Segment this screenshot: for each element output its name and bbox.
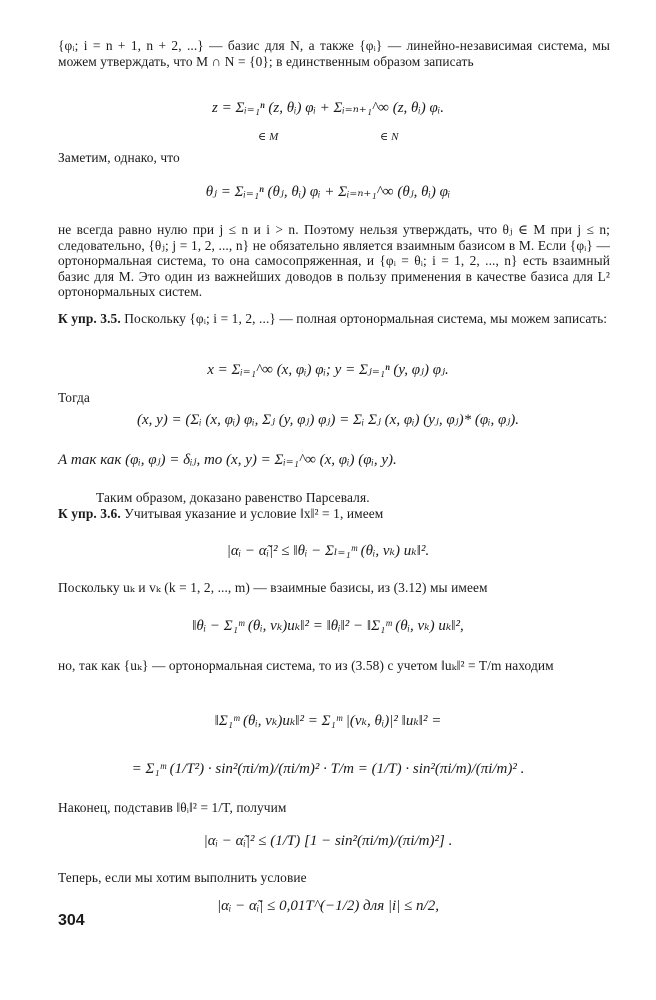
paragraph-orthonormal: но, так как {uₖ} — ортонормальная система, то из (3.58) с учетом ‖uₖ‖² = T/m находим bbox=[58, 658, 554, 673]
paragraph-ex-3-6 bbox=[58, 506, 610, 522]
equation-inner-product: (x, y) = (Σᵢ (x, φᵢ) φᵢ, Σⱼ (y, φⱼ) φⱼ) = Σᵢ Σⱼ (x, φᵢ) (yⱼ, φⱼ)* (φᵢ, φⱼ). bbox=[136, 412, 520, 428]
equation-sum-norm: ‖Σ₁ᵐ (θᵢ, vₖ)uₖ‖² = Σ₁ᵐ |(vₖ, θᵢ)|² ‖uₖ‖² = bbox=[214, 713, 442, 729]
equation-theta-j: θⱼ = Σᵢ₌₁ⁿ (θⱼ, θᵢ) φᵢ + Σᵢ₌ₙ₊₁^∞ (θⱼ, θᵢ) φᵢ bbox=[205, 184, 451, 200]
paragraph-note: Заметим, однако, что bbox=[58, 150, 180, 165]
label-in-n: ∈ N bbox=[380, 131, 399, 143]
paragraph-finally: Наконец, подставив ‖θᵢ‖² = 1/T, получим bbox=[58, 800, 287, 815]
exercise-heading-3-5: К упр. 3.5. bbox=[58, 311, 121, 326]
label-in-m: ∈ M bbox=[258, 131, 279, 143]
exercise-heading-3-6: К упр. 3.6. bbox=[58, 506, 121, 521]
page-number: 304 bbox=[58, 912, 85, 929]
paragraph-not-zero: не всегда равно нулю при j ≤ n и i > n. Поэтому нельзя утверждать, что θⱼ ∈ M при j ≤ n; следовательно, {θⱼ; j = 1, 2, ..., n} не обязательно является взаимным базисом в M. Если {φᵢ} — ортонормальная система, то она самосопряженная, и {φᵢ = θᵢ; i = 1, 2, ..., n} есть взаимный базис для M. Это один из важнейших доводов в пользу применения в качестве базиса для L² ортонормальных систем. bbox=[58, 222, 610, 300]
paragraph-then: Тогда bbox=[58, 390, 90, 405]
paragraph-condition: Теперь, если мы хотим выполнить условие bbox=[58, 870, 307, 885]
paragraph-ex-3-5 bbox=[58, 311, 610, 327]
exercise-3-5-text: Поскольку {φᵢ; i = 1, 2, ...} — полная ортонормальная система, мы можем записать: bbox=[124, 311, 608, 326]
equation-final-bound: |αᵢ − α̃ᵢ|² ≤ (1/T) [1 − sin²(πi/m)/(πi/m)²] . bbox=[203, 833, 453, 849]
paragraph-mutual-bases: Поскольку uₖ и vₖ (k = 1, 2, ..., m) — взаимные базисы, из (3.12) мы имеем bbox=[58, 580, 488, 595]
paragraph-basis: {φᵢ; i = n + 1, n + 2, ...} — базис для N, а также {φᵢ} — линейно-независимая система, мы можем утверждать, что M ∩ N = {0}; в единственным образом записать bbox=[58, 38, 610, 69]
exercise-3-6-text: Учитывая указание и условие ‖x‖² = 1, имеем bbox=[124, 506, 384, 521]
equation-condition: |αᵢ − α̃ᵢ| ≤ 0,01T^(−1/2) для |i| ≤ n/2, bbox=[217, 898, 439, 914]
equation-sinc: = Σ₁ᵐ (1/T²) · sin²(πi/m)/(πi/m)² · T/m = (1/T) · sin²(πi/m)/(πi/m)² . bbox=[131, 761, 525, 777]
equation-z-decomposition: z = Σᵢ₌₁ⁿ (z, θᵢ) φᵢ + Σᵢ₌ₙ₊₁^∞ (z, θᵢ) φᵢ. bbox=[212, 100, 444, 116]
equation-delta: А так как (φᵢ, φⱼ) = δᵢⱼ, то (x, y) = Σᵢ₌₁^∞ (x, φᵢ) (φᵢ, y). bbox=[58, 452, 397, 468]
paragraph-parseval: Таким образом, доказано равенство Парсеваля. bbox=[96, 490, 370, 505]
equation-x-y-expansion: x = Σᵢ₌₁^∞ (x, φᵢ) φᵢ; y = Σⱼ₌₁ⁿ (y, φⱼ) φⱼ. bbox=[207, 362, 449, 378]
equation-alpha-bound: |αᵢ − α̃ᵢ|² ≤ ‖θᵢ − Σₗ₌₁ᵐ (θᵢ, vₖ) uₖ‖². bbox=[226, 543, 430, 559]
equation-theta-norm: ‖θᵢ − Σ₁ᵐ (θᵢ, vₖ)uₖ‖² = ‖θᵢ‖² − ‖Σ₁ᵐ (θᵢ, vₖ) uₖ‖², bbox=[192, 618, 464, 634]
